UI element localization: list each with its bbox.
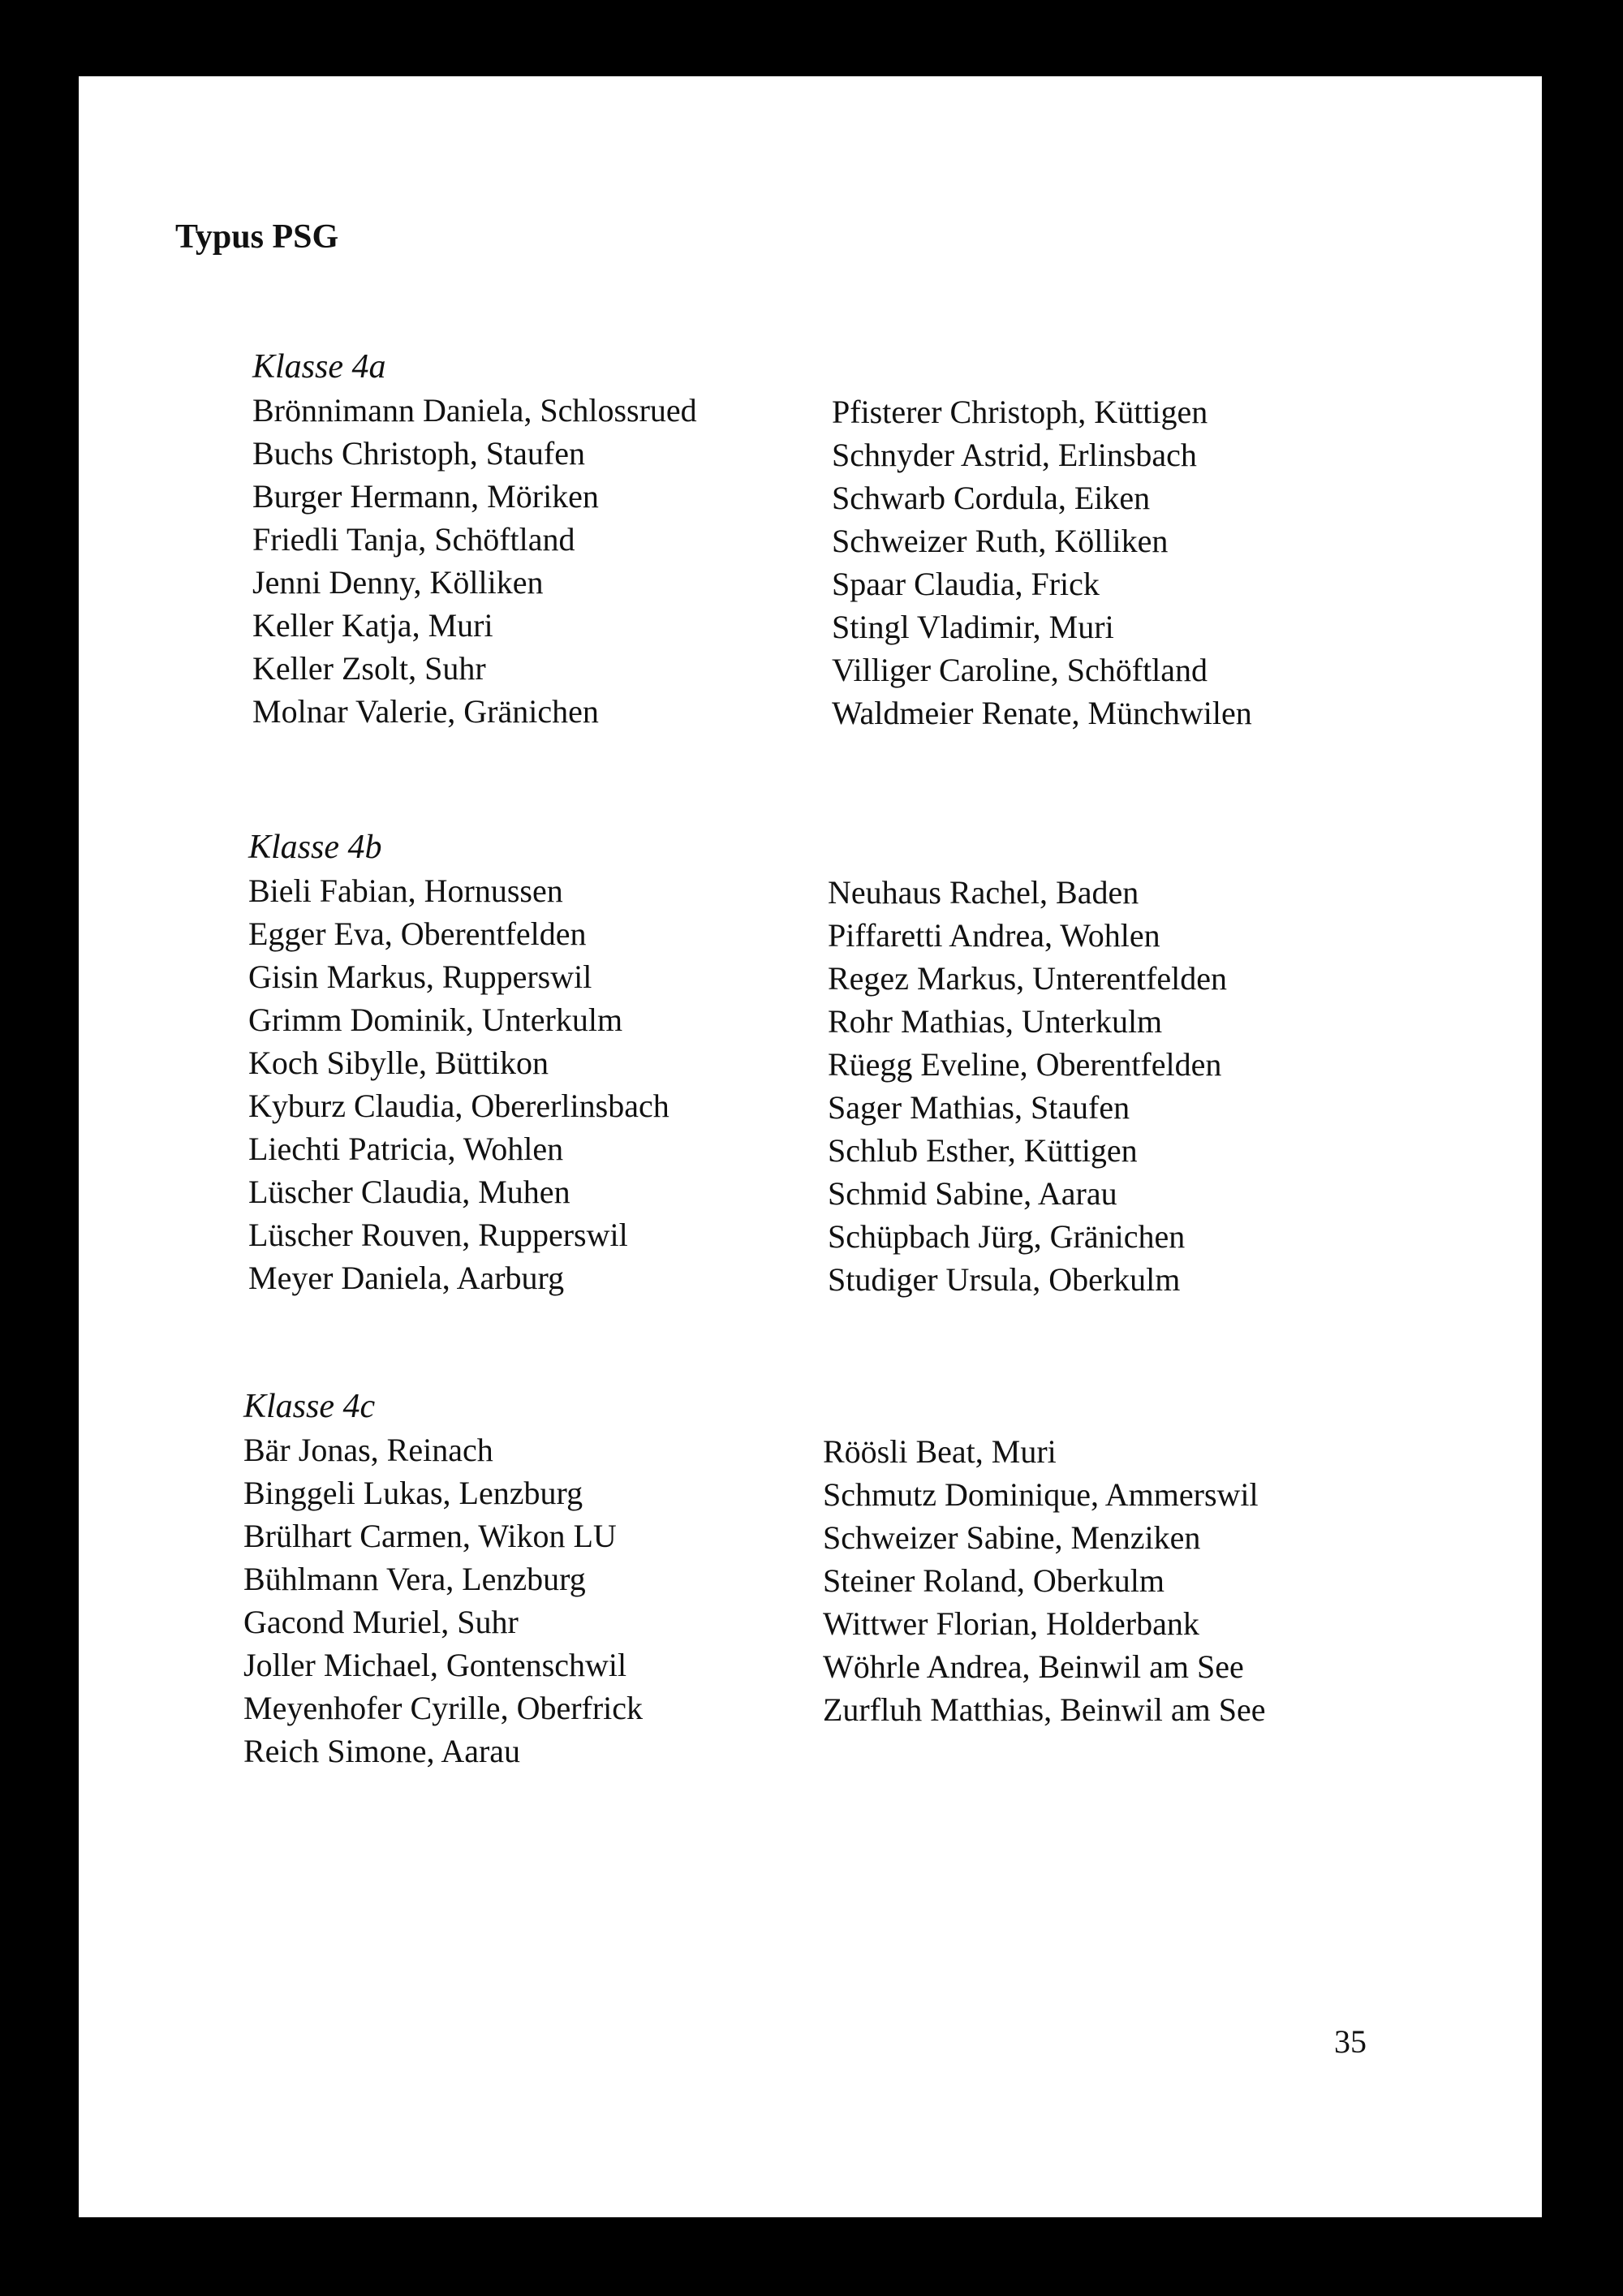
list-item: Meyenhofer Cyrille, Oberfrick [243,1690,644,1726]
list-item: Steiner Roland, Oberkulm [823,1562,1165,1599]
list-item: Rüegg Eveline, Oberentfelden [828,1046,1222,1083]
page-heading: Typus PSG [175,218,339,256]
list-item: Grimm Dominik, Unterkulm [248,1002,623,1038]
list-item: Wittwer Florian, Holderbank [823,1605,1199,1642]
list-item: Joller Michael, Gontenschwil [243,1647,627,1683]
name-list-right [828,871,1227,1301]
list-item: Schweizer Sabine, Menziken [823,1519,1201,1556]
list-item: Lüscher Rouven, Rupperswil [248,1217,628,1253]
list-item: Zurfluh Matthias, Beinwil am See [823,1691,1266,1728]
list-item: Röösli Beat, Muri [823,1433,1057,1470]
list-item: Binggeli Lukas, Lenzburg [243,1475,583,1511]
list-item: Buchs Christoph, Staufen [252,435,585,472]
class-section-4b [248,826,1547,1298]
list-item: Brülhart Carmen, Wikon LU [243,1518,617,1554]
list-item: Molnar Valerie, Gränichen [252,693,599,730]
list-item: Lüscher Claudia, Muhen [248,1174,570,1210]
class-label: Klasse 4b [248,829,382,866]
list-item: Bär Jonas, Reinach [243,1432,493,1468]
list-item: Burger Hermann, Möriken [252,478,599,515]
name-list-left [248,869,669,1299]
list-item: Brönnimann Daniela, Schlossrued [252,392,697,429]
list-item: Rohr Mathias, Unterkulm [828,1003,1163,1040]
list-item: Pfisterer Christoph, Küttigen [832,394,1208,430]
page-number: 35 [1334,2023,1367,2060]
name-list-right [832,390,1252,734]
list-item: Meyer Daniela, Aarburg [248,1260,565,1296]
list-item: Schüpbach Jürg, Gränichen [828,1218,1186,1255]
list-item: Schlub Esther, Küttigen [828,1132,1138,1169]
class-label: Klasse 4a [252,348,386,386]
name-list-right [823,1430,1265,1731]
list-item: Neuhaus Rachel, Baden [828,874,1139,911]
list-item: Kyburz Claudia, Obererlinsbach [248,1088,669,1124]
list-item: Liechti Patricia, Wohlen [248,1131,564,1167]
list-item: Regez Markus, Unterentfelden [828,960,1228,997]
class-section-4a [252,346,1551,731]
list-item: Schweizer Ruth, Kölliken [832,523,1169,559]
list-item: Keller Katja, Muri [252,607,493,644]
list-item: Egger Eva, Oberentfelden [248,915,587,952]
list-item: Sager Mathias, Staufen [828,1089,1130,1126]
list-item: Studiger Ursula, Oberkulm [828,1261,1181,1298]
list-item: Spaar Claudia, Frick [832,566,1100,602]
list-item: Bühlmann Vera, Lenzburg [243,1561,586,1597]
list-item: Stingl Vladimir, Muri [832,609,1114,645]
list-item: Piffaretti Andrea, Wohlen [828,917,1160,954]
list-item: Reich Simone, Aarau [243,1733,521,1769]
list-item: Villiger Caroline, Schöftland [832,652,1208,688]
list-item: Schnyder Astrid, Erlinsbach [832,437,1197,473]
list-item: Jenni Denny, Kölliken [252,564,544,601]
list-item: Gacond Muriel, Suhr [243,1604,519,1640]
class-label: Klasse 4c [243,1388,376,1425]
list-item: Bieli Fabian, Hornussen [248,872,563,909]
list-item: Keller Zsolt, Suhr [252,650,486,687]
list-item: Wöhrle Andrea, Beinwil am See [823,1648,1244,1685]
class-section-4c [243,1385,1542,1769]
list-item: Schmid Sabine, Aarau [828,1175,1117,1212]
name-list-left [243,1428,643,1773]
list-item: Waldmeier Renate, Münchwilen [832,695,1252,731]
list-item: Koch Sibylle, Büttikon [248,1045,549,1081]
list-item: Friedli Tanja, Schöftland [252,521,575,558]
name-list-left [252,389,697,733]
list-item: Gisin Markus, Rupperswil [248,958,592,995]
list-item: Schmutz Dominique, Ammerswil [823,1476,1259,1513]
list-item: Schwarb Cordula, Eiken [832,480,1151,516]
